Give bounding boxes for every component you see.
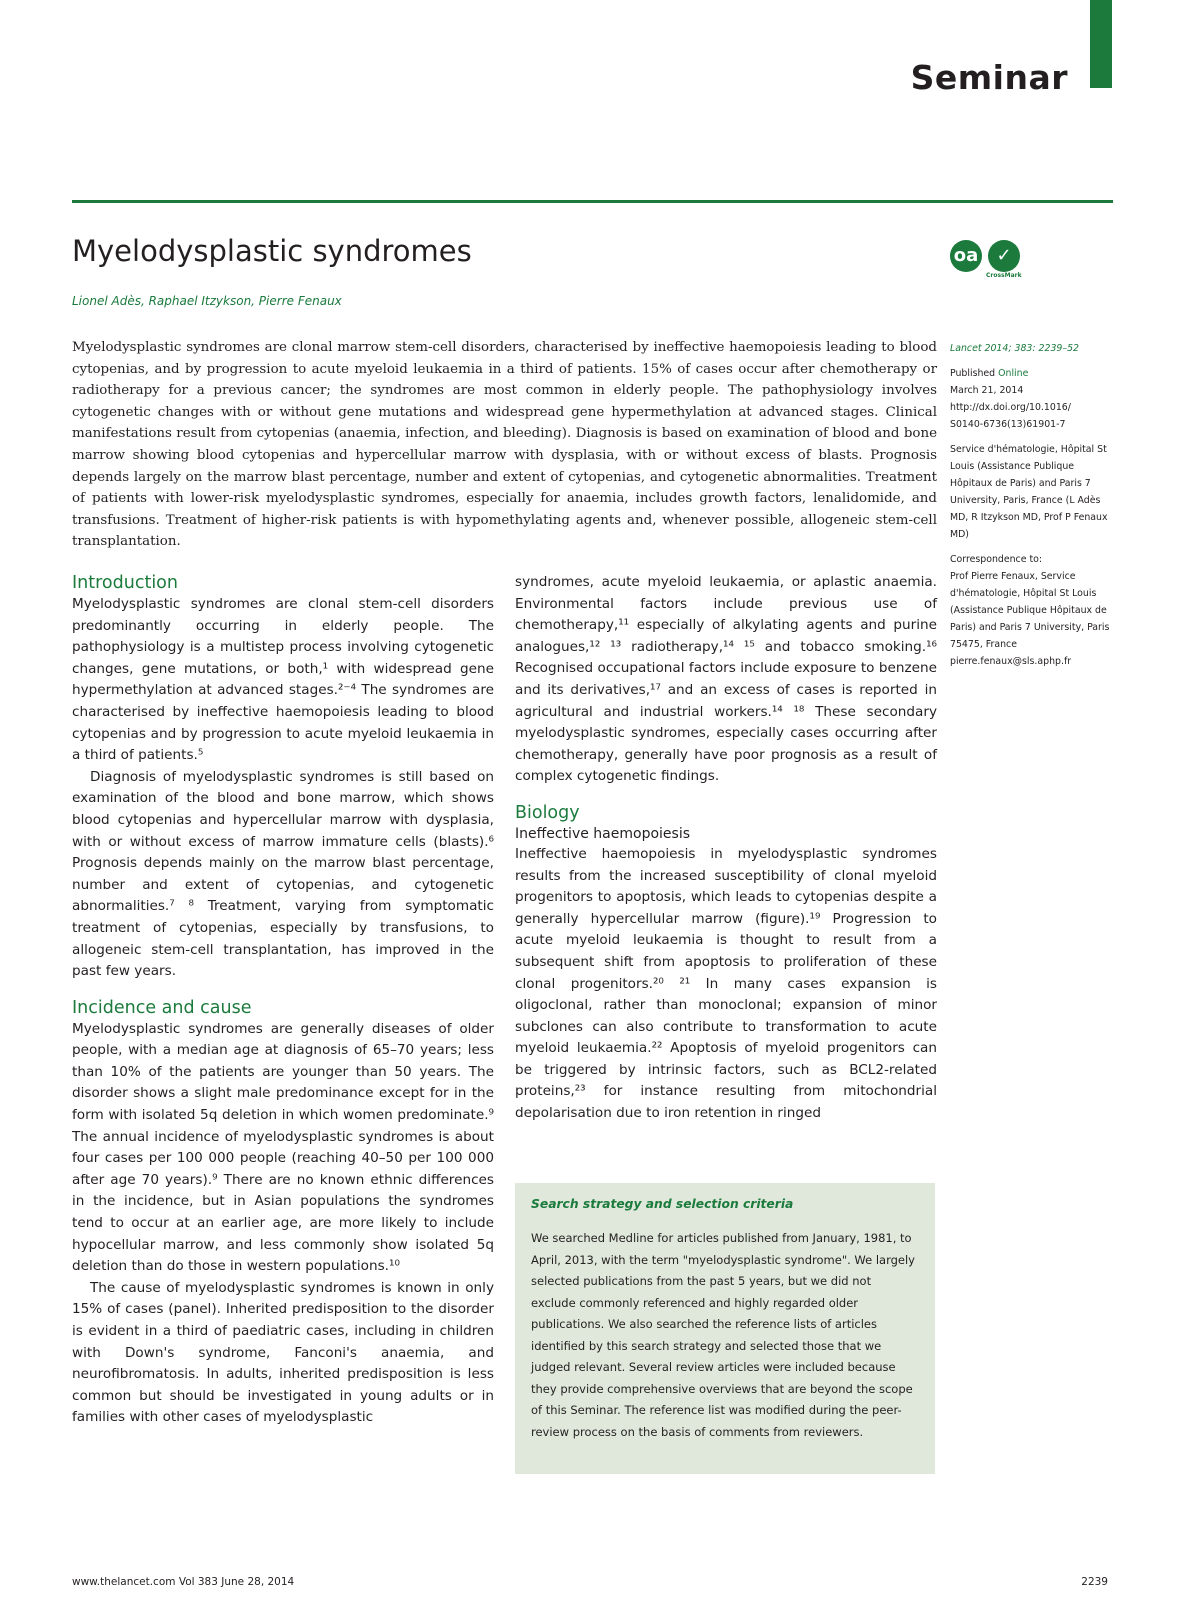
subheading-ineffective-haemopoiesis: Ineffective haemopoiesis bbox=[515, 825, 690, 842]
footer-journal[interactable]: www.thelancet.com Vol 383 June 28, 2014 bbox=[72, 1576, 295, 1588]
crossmark-caption: CrossMark bbox=[986, 272, 1022, 279]
article-authors: Lionel Adès, Raphael Itzykson, Pierre Fenaux bbox=[72, 294, 342, 308]
biology-paragraph-1: Ineffective haemopoiesis in myelodysplastic syndromes results from the increased susceptibility of clonal myeloid progenitors to apoptosis, which leads to cytopenias despite a generally hypercellular marrow (figure).¹⁹ Progression to acute myeloid leukaemia is thought to result from a subsequent shift from apoptosis to proliferation of these clonal progenitors.²⁰ ²¹ In many cases expansion is oligoclonal, rather than monoclonal; expansion of minor subclones can also contribute to transformation to acute myeloid leukaemia.²² Apoptosis of myeloid progenitors can be triggered by intrinsic factors, such as BCL2-related proteins,²³ for instance resulting from mitochondrial depolarisation due to iron retention in ringed bbox=[515, 845, 937, 1122]
section-label: Seminar bbox=[910, 58, 1068, 97]
correspondence-label: Correspondence to: bbox=[950, 554, 1043, 565]
open-access-icon[interactable]: oa bbox=[950, 240, 982, 272]
doi-line-1[interactable]: http://dx.doi.org/10.1016/ bbox=[950, 402, 1071, 413]
heading-biology: Biology bbox=[515, 802, 580, 823]
article-title: Myelodysplastic syndromes bbox=[72, 234, 472, 268]
body-column-left bbox=[72, 572, 494, 1429]
crossmark-icon[interactable]: ✓ bbox=[988, 240, 1020, 272]
correspondence-email[interactable]: pierre.fenaux@sls.aphp.fr bbox=[950, 656, 1072, 667]
incidence-paragraph-1: Myelodysplastic syndromes are generally diseases of older people, with a median age at diagnosis of 65–70 years; less than 10% of the patients are younger than 50 years. The disorder shows a slight male predominance except for in the form with isolated 5q deletion in which women predominate.⁹ The annual incidence of myelodysplastic syndromes is about four cases per 100 000 people (reaching 40–50 per 100 000 after age 70 years).⁹ There are no known ethnic differences in the incidence, but in Asian populations the syndromes tend to occur at an earlier age, are more likely to include hypocellular marrow, and less commonly show isolated 5q deletion than do those in western populations.¹⁰ bbox=[72, 1020, 494, 1275]
panel-title: Search strategy and selection criteria bbox=[531, 1197, 794, 1211]
article-badges bbox=[950, 240, 1030, 279]
search-strategy-panel bbox=[515, 1183, 935, 1474]
citation: Lancet 2014; 383: 2239–52 bbox=[950, 343, 1079, 354]
page-number: 2239 bbox=[1081, 1576, 1108, 1588]
incidence-paragraph-2: The cause of myelodysplastic syndromes is known in only 15% of cases (panel). Inherited predisposition to the disorder is evident in a third of paediatric cases, including in children with Down's syndrome, Fanconi's anaemia, and neurofibromatosis. In adults, inherited predisposition is less common but should be investigated in young adults or in families with other cases of myelodysplastic bbox=[72, 1279, 494, 1426]
article-sidebar bbox=[950, 340, 1115, 678]
intro-paragraph-2: Diagnosis of myelodysplastic syndromes is still based on examination of the blood and bone marrow, which shows blood cytopenias and hypercellular marrow with dysplasia, with or without excess of marrow immature cells (blasts).⁶ Prognosis depends mainly on the marrow blast percentage, number and extent of cytopenias, and cytogenetic abnormalities.⁷ ⁸ Treatment, varying from symptomatic treatment of cytopenias, especially by transfusions, to allogeneic stem-cell transplantation, has improved in the past few years. bbox=[72, 768, 494, 980]
incidence-paragraph-continued: syndromes, acute myeloid leukaemia, or aplastic anaemia. Environmental factors include previous use of chemotherapy,¹¹ especially of alkylating agents and purine analogues,¹² ¹³ radiotherapy,¹⁴ ¹⁵ and tobacco smoking.¹⁶ Recognised occupational factors include exposure to benzene and its derivatives,¹⁷ and an excess of cases is reported in agricultural and industrial workers.¹⁴ ¹⁸ These secondary myelodysplastic syndromes, especially cases occurring after chemotherapy, generally have poor prognosis as a result of complex cytogenetic findings. bbox=[515, 574, 937, 785]
correspondence-address: Prof Pierre Fenaux, Service d'hématologie, Hôpital St Louis (Assistance Publique Hôpitaux de Paris) and Paris 7 University, Paris 75475, France bbox=[950, 571, 1110, 650]
heading-incidence: Incidence and cause bbox=[72, 997, 252, 1018]
published-date: March 21, 2014 bbox=[950, 385, 1024, 396]
heading-introduction: Introduction bbox=[72, 573, 178, 593]
correspondence bbox=[950, 551, 1115, 670]
header-rule bbox=[72, 200, 1113, 203]
published-label: Published bbox=[950, 368, 996, 379]
panel-text: We searched Medline for articles published from January, 1981, to April, 2013, with the term "myelodysplastic syndrome". We largely selected publications from the past 5 years, but we did not exclude commonly referenced and highly regarded older publications. We also searched the reference lists of articles identified by this search strategy and selected those that we judged relevant. Several review articles were included because they provide comprehensive overviews that are beyond the scope of this Seminar. The reference list was modified during the peer-review process on the basis of comments from reviewers. bbox=[531, 1231, 915, 1439]
intro-paragraph-1: Myelodysplastic syndromes are clonal stem-cell disorders predominantly occurring in elderly people. The pathophysiology is a multistep process involving cytogenetic changes, gene mutations, or both,¹ with widespread gene hypermethylation at advanced stages.²⁻⁴ The syndromes are characterised by ineffective haemopoiesis leading to blood cytopenias and by progression to acute myeloid leukaemia in a third of patients.⁵ bbox=[72, 596, 494, 764]
author-affiliation: Service d'hématologie, Hôpital St Louis (Assistance Publique Hôpitaux de Paris) and Paris 7 University, Paris, France (L Adès MD, R Itzykson MD, Prof P Fenaux MD) bbox=[950, 444, 1108, 540]
section-color-tab bbox=[1090, 0, 1112, 88]
publication-info bbox=[950, 365, 1115, 433]
published-online-link[interactable]: Online bbox=[998, 368, 1029, 379]
body-column-right bbox=[515, 572, 937, 1125]
article-abstract: Myelodysplastic syndromes are clonal marrow stem-cell disorders, characterised by ineffective haemopoiesis leading to blood cytopenias, and by progression to acute myeloid leukaemia in a third of patients. 15% of cases occur after chemotherapy or radiotherapy for a previous cancer; the syndromes are most common in elderly people. The pathophysiology involves cytogenetic changes with or without gene mutations and widespread gene hypermethylation at advanced stages. Clinical manifestations result from cytopenias (anaemia, infection, and bleeding). Diagnosis is based on examination of blood and bone marrow showing blood cytopenias and hypercellular marrow with dysplasia, with or without excess of blasts. Prognosis depends largely on the marrow blast percentage, number and extent of cytopenias, and cytogenetic abnormalities. Treatment of patients with lower-risk myelodysplastic syndromes, especially for anaemia, includes growth factors, lenalidomide, and transfusions. Treatment of higher-risk patients is with hypomethylating agents and, whenever possible, allogeneic stem-cell transplantation. bbox=[72, 340, 937, 550]
doi-line-2[interactable]: S0140-6736(13)61901-7 bbox=[950, 419, 1066, 430]
